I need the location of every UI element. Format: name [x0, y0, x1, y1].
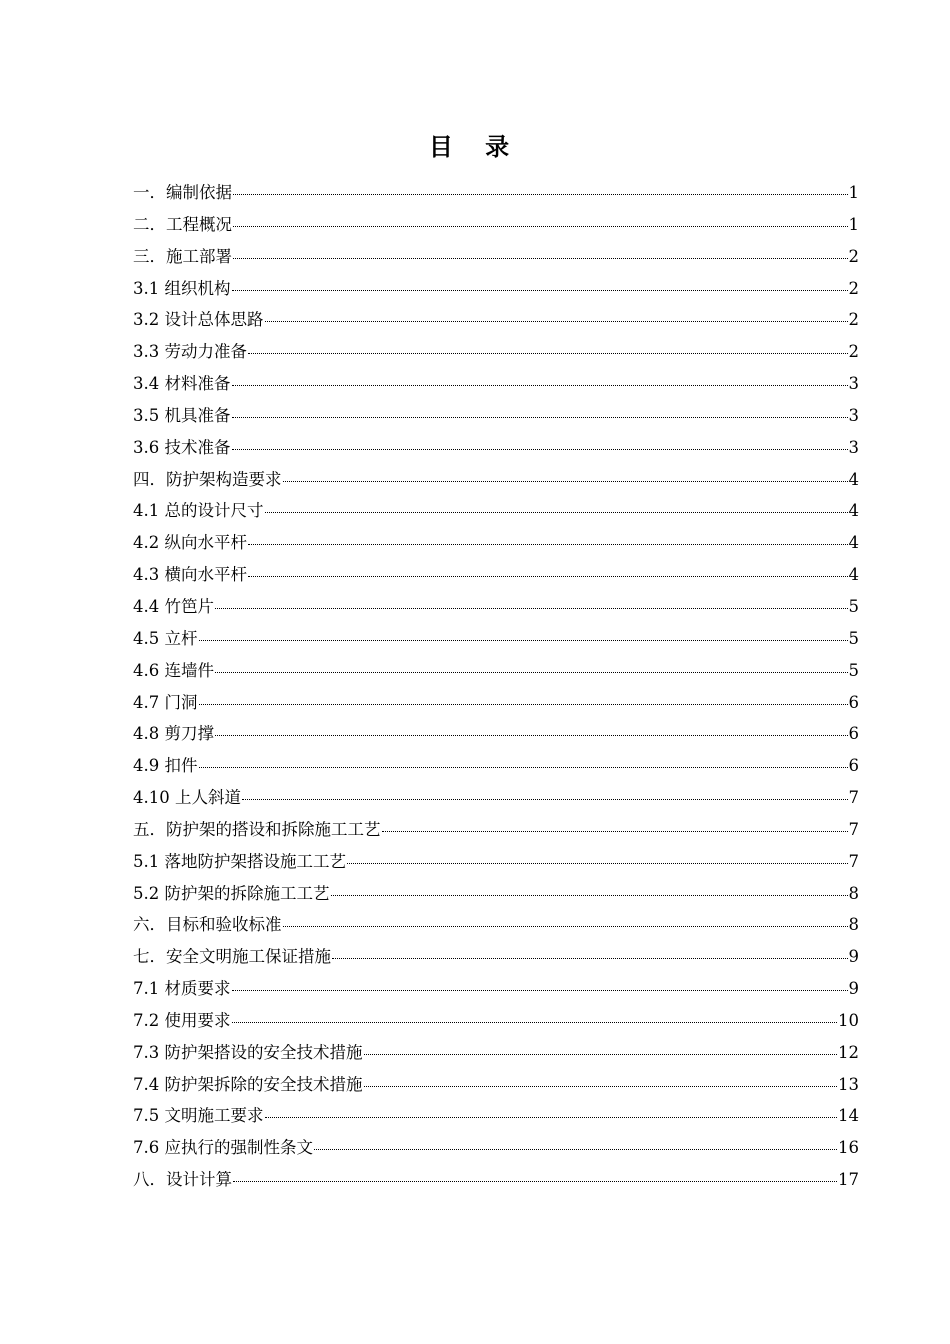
toc-entry[interactable]: [133, 846, 859, 878]
toc-dot-leader: [242, 798, 848, 800]
toc-entry[interactable]: [133, 1037, 859, 1069]
toc-entry-label: 3.3 劳动力准备: [133, 342, 247, 362]
toc-entry-label: 4.2 纵向水平杆: [133, 533, 247, 553]
toc-dot-leader: [215, 607, 848, 609]
toc-entry-label: 4.1 总的设计尺寸: [133, 501, 264, 521]
toc-entry-page-number: 17: [838, 1170, 859, 1190]
toc-entry-label: 三．施工部署: [133, 246, 232, 266]
toc-entry[interactable]: [133, 304, 859, 336]
toc-dot-leader: [265, 320, 848, 322]
toc-dot-leader: [265, 1116, 838, 1118]
toc-entry[interactable]: [133, 941, 859, 973]
toc-entry-page-number: 7: [848, 819, 859, 839]
toc-dot-leader: [347, 862, 848, 864]
toc-entry-page-number: 6: [848, 692, 859, 712]
toc-entry[interactable]: [133, 432, 859, 464]
toc-dot-leader: [283, 480, 848, 482]
toc-entry-label: 5.1 落地防护架搭设施工工艺: [133, 851, 346, 871]
toc-entry-label: 二．工程概况: [133, 214, 232, 234]
toc-entry-label: 7.1 材质要求: [133, 979, 231, 999]
toc-entry-page-number: 2: [848, 278, 859, 298]
toc-dot-leader: [265, 511, 848, 513]
toc-entry-label: 7.5 文明施工要求: [133, 1106, 264, 1126]
toc-dot-leader: [232, 416, 848, 418]
toc-entry-label: 4.7 门洞: [133, 692, 198, 712]
toc-dot-leader: [232, 384, 848, 386]
toc-entry-page-number: 2: [848, 246, 859, 266]
toc-entry-page-number: 13: [838, 1074, 859, 1094]
toc-entry[interactable]: [133, 273, 859, 305]
toc-entry-label: 五．防护架的搭设和拆除施工工艺: [133, 819, 381, 839]
toc-entry-page-number: 4: [848, 469, 859, 489]
toc-entry-label: 3.5 机具准备: [133, 405, 231, 425]
toc-entry-page-number: 3: [848, 374, 859, 394]
toc-entry-label: 7.2 使用要求: [133, 1010, 231, 1030]
toc-dot-leader: [314, 1148, 837, 1150]
toc-dot-leader: [232, 1021, 838, 1023]
toc-entry[interactable]: [133, 400, 859, 432]
toc-entry[interactable]: [133, 241, 859, 273]
toc-entry-page-number: 5: [848, 628, 859, 648]
toc-dot-leader: [364, 1053, 838, 1055]
toc-entry[interactable]: [133, 559, 859, 591]
toc-dot-leader: [215, 734, 848, 736]
toc-entry-page-number: 3: [848, 437, 859, 457]
toc-entry-page-number: 8: [848, 883, 859, 903]
toc-entry[interactable]: [133, 1164, 859, 1196]
toc-entry[interactable]: [133, 495, 859, 527]
toc-entry-page-number: 12: [838, 1042, 859, 1062]
toc-entry-label: 4.9 扣件: [133, 756, 198, 776]
toc-dot-leader: [331, 894, 848, 896]
toc-entry[interactable]: [133, 177, 859, 209]
toc-entry[interactable]: [133, 1069, 859, 1101]
toc-entry-label: 3.4 材料准备: [133, 374, 231, 394]
toc-entry-label: 4.6 连墙件: [133, 660, 214, 680]
toc-entry[interactable]: [133, 368, 859, 400]
toc-entry-label: 5.2 防护架的拆除施工工艺: [133, 883, 330, 903]
toc-dot-leader: [283, 925, 848, 927]
toc-dot-leader: [232, 989, 848, 991]
toc-dot-leader: [232, 448, 848, 450]
toc-dot-leader: [232, 289, 848, 291]
toc-entry[interactable]: [133, 336, 859, 368]
toc-dot-leader: [233, 257, 848, 259]
toc-dot-leader: [248, 352, 848, 354]
toc-entry-label: 一．编制依据: [133, 183, 232, 202]
toc-dot-leader: [364, 1085, 838, 1087]
toc-entry-page-number: 7: [848, 851, 859, 871]
toc-dot-leader: [233, 225, 848, 227]
toc-entry-label: 4.3 横向水平杆: [133, 565, 247, 585]
toc-entry[interactable]: [133, 687, 859, 719]
toc-entry[interactable]: [133, 591, 859, 623]
toc-entry[interactable]: [133, 750, 859, 782]
toc-entry-page-number: 1: [848, 183, 859, 202]
toc-entry[interactable]: [133, 655, 859, 687]
toc-entry-label: 六．目标和验收标准: [133, 915, 282, 935]
toc-dot-leader: [199, 639, 848, 641]
toc-entry-page-number: 3: [848, 405, 859, 425]
toc-entry-page-number: 9: [848, 979, 859, 999]
toc-entry-label: 3.6 技术准备: [133, 437, 231, 457]
toc-entry[interactable]: [133, 1005, 859, 1037]
toc-entry-label: 3.2 设计总体思路: [133, 310, 264, 330]
toc-entry-label: 七．安全文明施工保证措施: [133, 947, 331, 967]
toc-entry-page-number: 7: [848, 788, 859, 808]
toc-entry-page-number: 6: [848, 756, 859, 776]
toc-entry-page-number: 5: [848, 660, 859, 680]
toc-entry-page-number: 8: [848, 915, 859, 935]
toc-dot-leader: [332, 957, 848, 959]
toc-entry[interactable]: [133, 973, 859, 1005]
toc-entry[interactable]: [133, 782, 859, 814]
toc-entry[interactable]: [133, 209, 859, 241]
toc-entry-label: 4.10 上人斜道: [133, 788, 241, 808]
toc-dot-leader: [233, 1180, 837, 1182]
toc-dot-leader: [199, 703, 848, 705]
toc-entry-page-number: 4: [848, 501, 859, 521]
toc-entry-page-number: 16: [838, 1138, 859, 1158]
toc-entry-label: 八．设计计算: [133, 1170, 232, 1190]
toc-dot-leader: [248, 575, 848, 577]
toc-entry[interactable]: [133, 464, 859, 496]
toc-entry[interactable]: [133, 718, 859, 750]
toc-dot-leader: [199, 766, 848, 768]
toc-entry-page-number: 6: [848, 724, 859, 744]
toc-entry[interactable]: [133, 814, 859, 846]
toc-entry[interactable]: [133, 623, 859, 655]
toc-entry-label: 7.6 应执行的强制性条文: [133, 1138, 313, 1158]
toc-entry-page-number: 10: [838, 1010, 859, 1030]
toc-dot-leader: [233, 193, 848, 195]
toc-title: 目 录: [428, 133, 522, 161]
toc-entry-page-number: 5: [848, 596, 859, 616]
toc-entry[interactable]: [133, 1132, 859, 1164]
toc-entry-label: 4.4 竹笆片: [133, 596, 214, 616]
toc-dot-leader: [248, 543, 848, 545]
toc-entry-label: 4.8 剪刀撑: [133, 724, 214, 744]
toc-entry-page-number: 2: [848, 342, 859, 362]
toc-list: [133, 177, 859, 1196]
toc-entry-page-number: 9: [848, 947, 859, 967]
toc-entry[interactable]: [133, 1100, 859, 1132]
toc-entry[interactable]: [133, 527, 859, 559]
toc-entry-label: 四．防护架构造要求: [133, 469, 282, 489]
toc-entry-label: 7.4 防护架拆除的安全技术措施: [133, 1074, 363, 1094]
toc-entry-label: 7.3 防护架搭设的安全技术措施: [133, 1042, 363, 1062]
toc-entry-label: 4.5 立杆: [133, 628, 198, 648]
toc-entry[interactable]: [133, 909, 859, 941]
toc-dot-leader: [382, 830, 848, 832]
toc-entry-page-number: 4: [848, 533, 859, 553]
toc-entry-page-number: 1: [848, 214, 859, 234]
toc-entry-page-number: 4: [848, 565, 859, 585]
toc-entry-label: 3.1 组织机构: [133, 278, 231, 298]
toc-entry[interactable]: [133, 878, 859, 910]
toc-dot-leader: [215, 671, 848, 673]
toc-entry-page-number: 2: [848, 310, 859, 330]
toc-entry-page-number: 14: [838, 1106, 859, 1126]
